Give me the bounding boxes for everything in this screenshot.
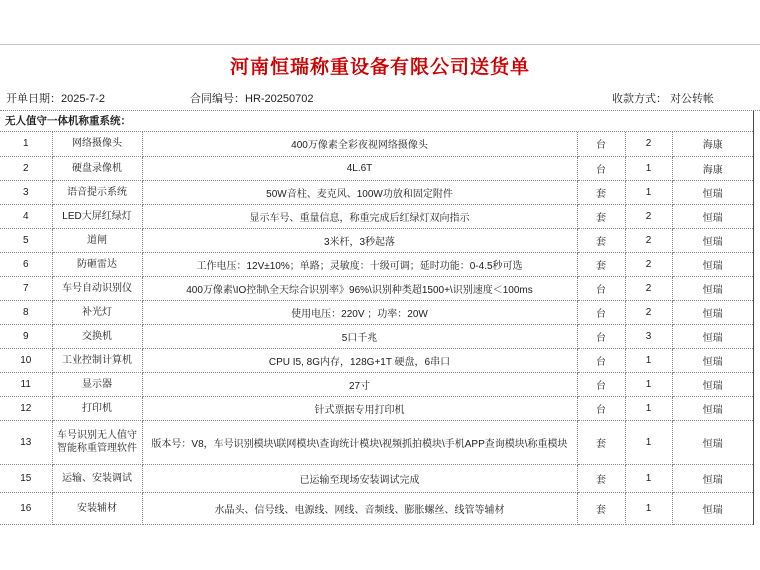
row-number-cell: 16 bbox=[0, 492, 52, 524]
items-table-container bbox=[0, 111, 754, 525]
description-cell bbox=[142, 372, 577, 396]
item-name-cell: 防砸雷达 bbox=[52, 252, 142, 276]
table-row bbox=[0, 492, 753, 524]
table-row bbox=[0, 228, 753, 252]
row-number-cell: 12 bbox=[0, 396, 52, 420]
quantity-cell: 2 bbox=[625, 228, 672, 252]
unit-cell: 台 bbox=[577, 324, 625, 348]
table-row bbox=[0, 300, 753, 324]
description-cell bbox=[142, 180, 577, 204]
unit-cell: 套 bbox=[577, 180, 625, 204]
description-text: CPU I5, 8G内存，128G+1T 硬盘，6串口 bbox=[268, 356, 451, 368]
unit-cell: 套 bbox=[577, 228, 625, 252]
description-text: 50W音柱、麦克风、100W功放和固定附件 bbox=[266, 188, 453, 200]
item-name-cell: 交换机 bbox=[52, 324, 142, 348]
supplier-cell: 恒瑞 bbox=[672, 348, 753, 372]
supplier-cell: 恒瑞 bbox=[672, 492, 753, 524]
description-text: 水晶头、信号线、电源线、网线、音频线、膨胀螺丝、线管等辅材 bbox=[214, 504, 505, 516]
table-row bbox=[0, 348, 753, 372]
row-number-cell: 3 bbox=[0, 180, 52, 204]
description-text: 4L.6T bbox=[346, 162, 373, 174]
description-text: 显示车号、重量信息，称重完成后红绿灯双向指示 bbox=[249, 212, 470, 224]
description-cell bbox=[142, 396, 577, 420]
description-cell bbox=[142, 300, 577, 324]
row-number-cell: 13 bbox=[0, 420, 52, 464]
row-number-cell: 2 bbox=[0, 156, 52, 180]
unit-cell: 台 bbox=[577, 132, 625, 156]
description-text: 400万像素\IO控制\全天综合识别率》96%\识别种类超1500+\识别速度＜100ms bbox=[186, 284, 533, 296]
table-row bbox=[0, 464, 753, 492]
issue-date-field: 开单日期：2025-7-2 bbox=[6, 93, 106, 105]
table-row bbox=[0, 132, 753, 156]
unit-cell: 台 bbox=[577, 156, 625, 180]
table-row bbox=[0, 396, 753, 420]
description-text: 版本号：V8，车号识别模块\联网模块\查询统计模块\视频抓拍模块\手机APP查询模块\称重模块 bbox=[151, 438, 568, 450]
supplier-cell: 恒瑞 bbox=[672, 204, 753, 228]
item-name-cell: 道闸 bbox=[52, 228, 142, 252]
contract-number-field: 合同编号：HR-20250702 bbox=[190, 93, 314, 105]
description-cell bbox=[142, 492, 577, 524]
unit-cell: 套 bbox=[577, 204, 625, 228]
document-info-row bbox=[0, 90, 760, 106]
item-name-cell: 车号自动识别仪 bbox=[52, 276, 142, 300]
supplier-cell: 恒瑞 bbox=[672, 180, 753, 204]
item-name-cell: 网络摄像头 bbox=[52, 132, 142, 156]
quantity-cell: 1 bbox=[625, 492, 672, 524]
description-cell bbox=[142, 324, 577, 348]
table-row bbox=[0, 276, 753, 300]
supplier-cell: 恒瑞 bbox=[672, 396, 753, 420]
unit-cell: 套 bbox=[577, 252, 625, 276]
row-number-cell: 9 bbox=[0, 324, 52, 348]
top-divider-line bbox=[0, 44, 760, 45]
item-name-cell: 补光灯 bbox=[52, 300, 142, 324]
supplier-cell: 恒瑞 bbox=[672, 276, 753, 300]
quantity-cell: 1 bbox=[625, 396, 672, 420]
quantity-cell: 1 bbox=[625, 464, 672, 492]
description-cell bbox=[142, 464, 577, 492]
item-name-cell: 车号识别无人值守智能称重管理软件 bbox=[52, 420, 142, 464]
description-cell bbox=[142, 420, 577, 464]
supplier-cell: 海康 bbox=[672, 132, 753, 156]
quantity-cell: 2 bbox=[625, 252, 672, 276]
description-cell bbox=[142, 132, 577, 156]
page-title: 河南恒瑞称重设备有限公司送货单 bbox=[229, 57, 530, 78]
item-name-cell: LED大屏红绿灯 bbox=[52, 204, 142, 228]
description-text: 使用电压：220V ；功率：20W bbox=[291, 308, 428, 320]
description-text: 3米杆，3秒起落 bbox=[323, 236, 396, 248]
quantity-cell: 1 bbox=[625, 372, 672, 396]
quantity-cell: 1 bbox=[625, 156, 672, 180]
description-text: 已运输至现场安装调试完成 bbox=[299, 474, 420, 486]
item-name-cell: 硬盘录像机 bbox=[52, 156, 142, 180]
supplier-cell: 恒瑞 bbox=[672, 252, 753, 276]
quantity-cell: 2 bbox=[625, 276, 672, 300]
table-row bbox=[0, 372, 753, 396]
unit-cell: 台 bbox=[577, 396, 625, 420]
row-number-cell: 11 bbox=[0, 372, 52, 396]
row-number-cell: 8 bbox=[0, 300, 52, 324]
description-text: 5口千兆 bbox=[341, 332, 378, 344]
description-text: 400万像素全彩夜视网络摄像头 bbox=[291, 140, 428, 152]
row-number-cell: 4 bbox=[0, 204, 52, 228]
quantity-cell: 2 bbox=[625, 204, 672, 228]
item-name-cell: 安装辅材 bbox=[52, 492, 142, 524]
supplier-cell: 恒瑞 bbox=[672, 420, 753, 464]
row-number-cell: 6 bbox=[0, 252, 52, 276]
table-row bbox=[0, 156, 753, 180]
description-cell bbox=[142, 348, 577, 372]
item-name-cell: 工业控制计算机 bbox=[52, 348, 142, 372]
item-name-cell: 语音提示系统 bbox=[52, 180, 142, 204]
quantity-cell: 1 bbox=[625, 420, 672, 464]
quantity-cell: 2 bbox=[625, 300, 672, 324]
description-text: 工作电压：12V±10%；单路；灵敏度：十级可调；延时功能：0-4.5秒可选 bbox=[196, 260, 523, 272]
unit-cell: 台 bbox=[577, 300, 625, 324]
item-name-cell: 显示器 bbox=[52, 372, 142, 396]
supplier-cell: 恒瑞 bbox=[672, 464, 753, 492]
description-text: 针式票据专用打印机 bbox=[314, 404, 405, 416]
description-cell bbox=[142, 204, 577, 228]
row-number-cell: 1 bbox=[0, 132, 52, 156]
quantity-cell: 2 bbox=[625, 132, 672, 156]
row-number-cell: 10 bbox=[0, 348, 52, 372]
quantity-cell: 1 bbox=[625, 180, 672, 204]
delivery-items-table bbox=[0, 132, 753, 525]
row-number-cell: 5 bbox=[0, 228, 52, 252]
item-name-cell: 运输、安装调试 bbox=[52, 464, 142, 492]
table-row bbox=[0, 324, 753, 348]
row-number-cell: 15 bbox=[0, 464, 52, 492]
table-row bbox=[0, 420, 753, 464]
supplier-cell: 海康 bbox=[672, 156, 753, 180]
supplier-cell: 恒瑞 bbox=[672, 372, 753, 396]
unit-cell: 套 bbox=[577, 464, 625, 492]
quantity-cell: 3 bbox=[625, 324, 672, 348]
supplier-cell: 恒瑞 bbox=[672, 324, 753, 348]
unit-cell: 台 bbox=[577, 276, 625, 300]
supplier-cell: 恒瑞 bbox=[672, 228, 753, 252]
unit-cell: 台 bbox=[577, 348, 625, 372]
description-cell bbox=[142, 228, 577, 252]
item-name-cell: 打印机 bbox=[52, 396, 142, 420]
description-cell bbox=[142, 252, 577, 276]
unit-cell: 台 bbox=[577, 372, 625, 396]
table-body bbox=[0, 132, 753, 524]
table-row bbox=[0, 204, 753, 228]
description-cell bbox=[142, 276, 577, 300]
table-row bbox=[0, 252, 753, 276]
description-text: 27寸 bbox=[348, 380, 371, 392]
quantity-cell: 1 bbox=[625, 348, 672, 372]
row-number-cell: 7 bbox=[0, 276, 52, 300]
table-row bbox=[0, 180, 753, 204]
unit-cell: 套 bbox=[577, 492, 625, 524]
payment-method-field: 收款方式： 对公转帐 bbox=[612, 93, 715, 105]
supplier-cell: 恒瑞 bbox=[672, 300, 753, 324]
description-cell bbox=[142, 156, 577, 180]
section-header: 无人值守一体机称重系统： bbox=[0, 111, 753, 132]
unit-cell: 套 bbox=[577, 420, 625, 464]
